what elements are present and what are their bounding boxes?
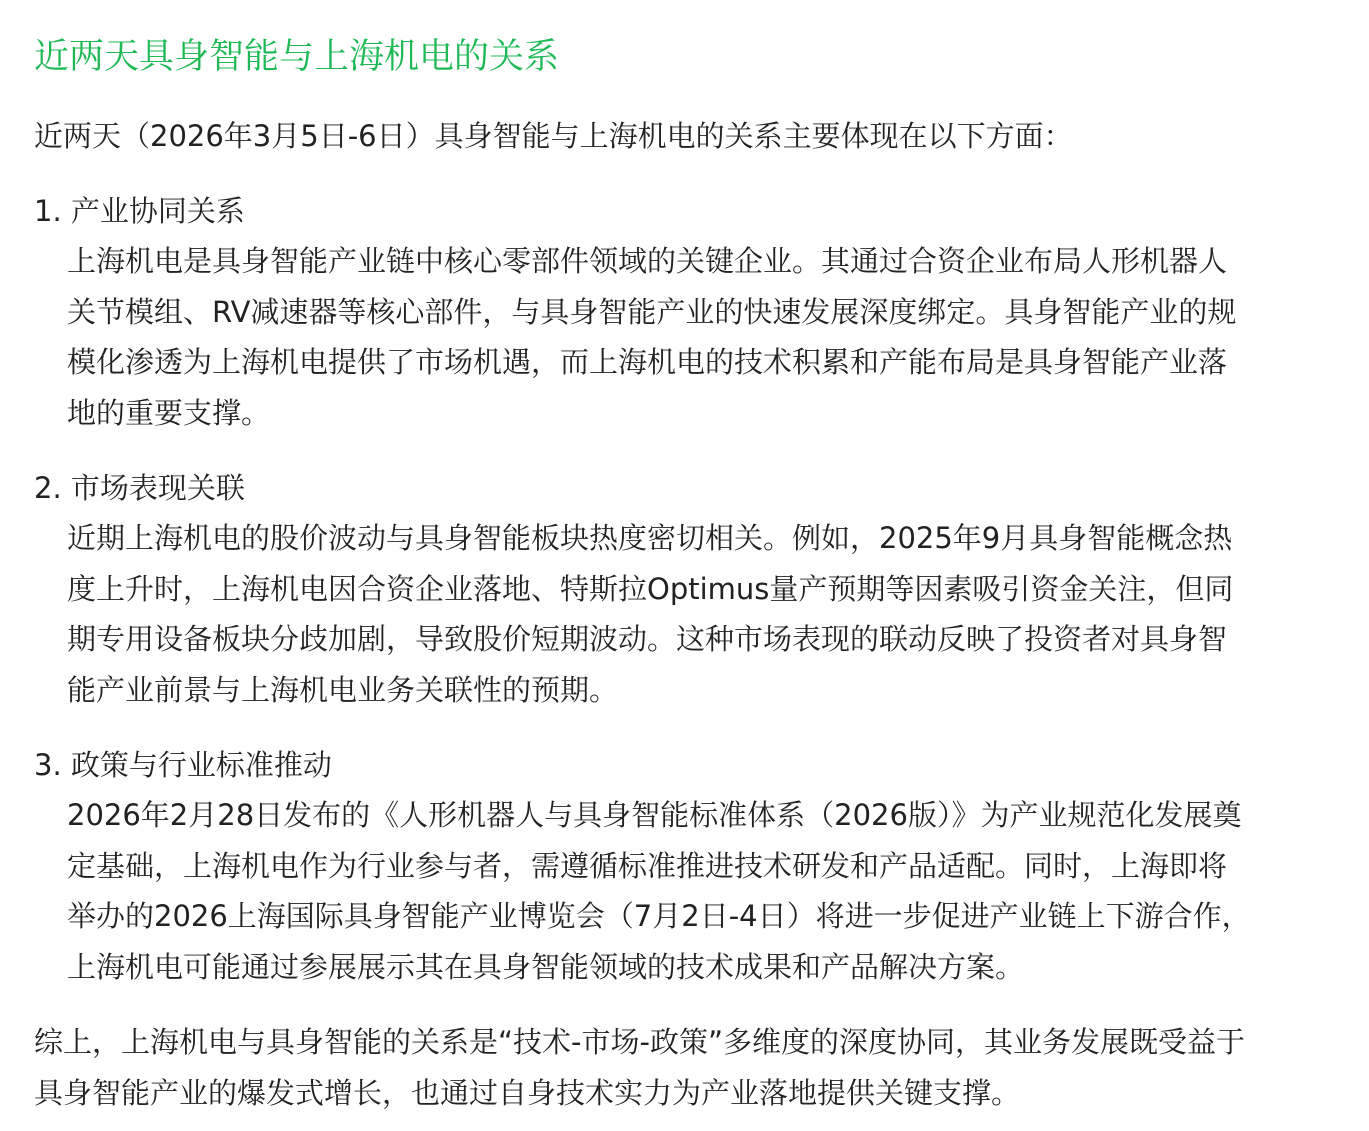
section-industry-synergy	[34, 186, 1344, 438]
body-line: 定基础，上海机电作为行业参与者，需遵循标准推进技术研发和产品适配。同时，上海即将	[67, 848, 1228, 883]
section-body	[34, 236, 1344, 438]
body-line: 举办的2026上海国际具身智能产业博览会（7月2日-4日）将进一步促进产业链上下游合作，	[67, 899, 1251, 933]
body-line: 上海机电是具身智能产业链中核心零部件领域的关键企业。其通过合资企业布局人形机器人	[67, 244, 1228, 278]
summary-line: 综上，上海机电与具身智能的关系是“技术-市场-政策”多维度的深度协同，其业务发展既受益于	[34, 1025, 1245, 1059]
section-body	[34, 790, 1344, 992]
document-title: 近两天具身智能与上海机电的关系	[34, 37, 560, 77]
body-line: 近期上海机电的股价波动与具身智能板块热度密切相关。例如，2025年9月具身智能概念热	[67, 521, 1233, 555]
body-line: 上海机电可能通过参展展示其在具身智能领域的技术成果和产品解决方案。	[67, 949, 1025, 984]
section-market-linkage	[34, 463, 1344, 715]
body-line: 关节模组、RV减速器等核心部件，与具身智能产业的快速发展深度绑定。具身智能产业的规	[67, 294, 1237, 329]
section-heading: 3. 政策与行业标准推动	[34, 748, 332, 782]
body-line: 度上升时，上海机电因合资企业落地、特斯拉Optimus量产预期等因素吸引资金关注，但同	[67, 571, 1234, 606]
section-policy-standards	[34, 740, 1344, 992]
intro-paragraph: 近两天（2026年3月5日-6日）具身智能与上海机电的关系主要体现在以下方面：	[34, 119, 1073, 153]
body-line: 能产业前景与上海机电业务关联性的预期。	[67, 672, 619, 707]
section-heading: 1. 产业协同关系	[34, 194, 245, 228]
summary-line: 具身智能产业的爆发式增长，也通过自身技术实力为产业落地提供关键支撑。	[34, 1075, 1021, 1110]
summary-paragraph	[34, 1017, 1344, 1118]
section-heading: 2. 市场表现关联	[34, 471, 245, 505]
body-line: 期专用设备板块分歧加剧，导致股价短期波动。这种市场表现的联动反映了投资者对具身智	[67, 622, 1228, 656]
body-line: 2026年2月28日发布的《人形机器人与具身智能标准体系（2026版）》为产业规范化发展奠	[67, 798, 1242, 832]
section-body	[34, 513, 1344, 715]
body-line: 地的重要支撑。	[67, 395, 271, 430]
body-line: 模化渗透为上海机电提供了市场机遇，而上海机电的技术积累和产能布局是具身智能产业落	[67, 345, 1228, 379]
